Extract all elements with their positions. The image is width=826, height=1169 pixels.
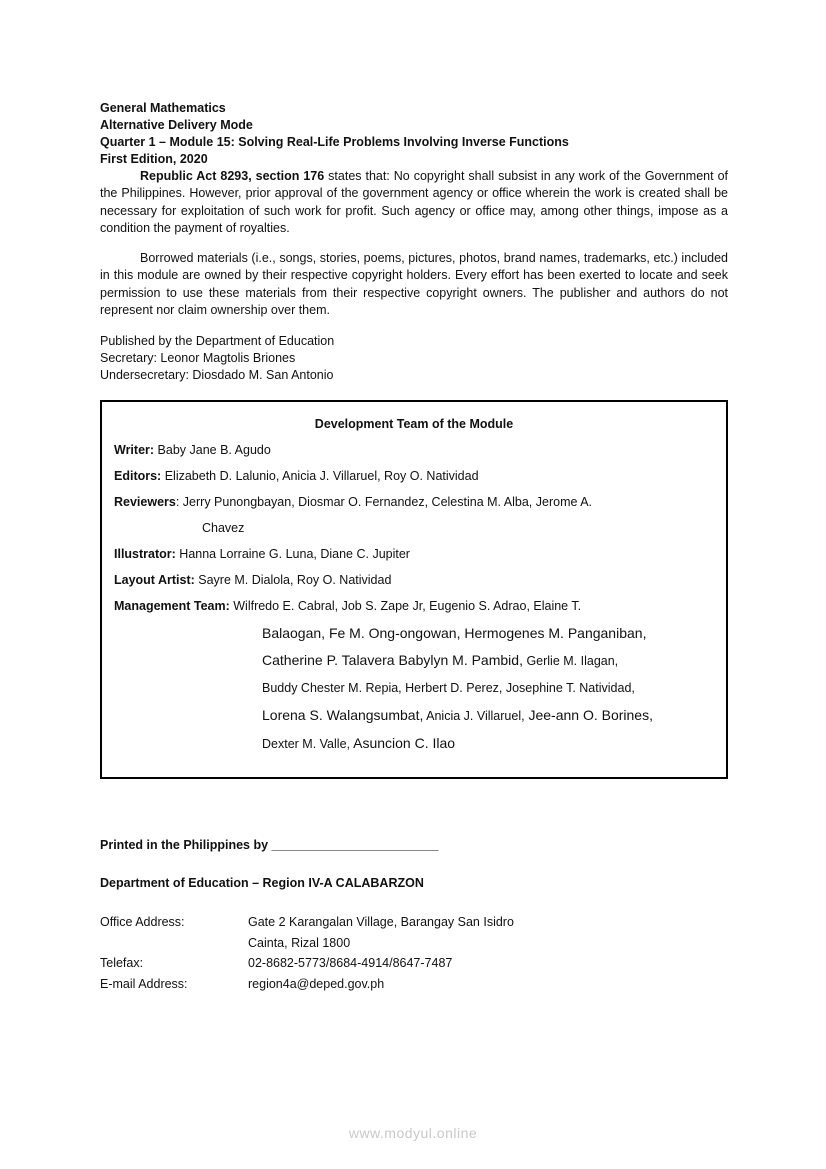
management-team-line4: Buddy Chester M. Repia, Herbert D. Perez, Josephine T. Natividad, xyxy=(262,681,635,696)
region-line: Department of Education – Region IV-A CALABARZON xyxy=(100,876,424,891)
management-team-line3b: Gerlie M. Ilagan, xyxy=(522,654,619,669)
secretary-line: Secretary: Leonor Magtolis Briones xyxy=(100,351,296,366)
development-team-box xyxy=(100,400,728,779)
doc-mode: Alternative Delivery Mode xyxy=(100,118,253,132)
management-team-line1: Wilfredo E. Cabral, Job S. Zape Jr, Eugenio S. Adrao, Elaine T. xyxy=(229,599,582,614)
management-team-line5c: Jee-ann O. Borines, xyxy=(524,707,653,724)
copyright-paragraph xyxy=(100,168,728,237)
email-value: region4a@deped.gov.ph xyxy=(248,976,385,991)
doc-edition: First Edition, 2020 xyxy=(100,152,208,166)
illustrator-label: Illustrator: xyxy=(114,547,176,562)
management-team-line3 xyxy=(114,652,714,670)
published-by-line: Published by the Department of Education xyxy=(100,334,335,349)
reviewers-row xyxy=(114,494,714,511)
printed-in-label: Printed in the Philippines by xyxy=(100,838,272,853)
borrowed-materials-paragraph: Borrowed materials (i.e., songs, stories, poems, pictures, photos, brand names, trademarks, etc.) included in this module are owned by their respective copyright holders. Every effort has been exerted to locate and seek permission to use these materials from their respective copyright owners. The publisher and authors do not represent nor claim ownership over them. xyxy=(100,251,728,318)
management-team-line5a: Lorena S. Walangsumbat, xyxy=(262,707,424,724)
watermark: www.modyul.online xyxy=(348,1125,478,1141)
telefax-value: 02-8682-5773/8684-4914/8647-7487 xyxy=(248,956,453,971)
management-team-line5 xyxy=(114,707,714,725)
development-team-title: Development Team of the Module xyxy=(314,417,514,432)
layout-artist-label: Layout Artist: xyxy=(114,573,195,588)
office-address-line1: Gate 2 Karangalan Village, Barangay San Isidro xyxy=(248,915,514,930)
reviewers-names: : Jerry Punongbayan, Diosmar O. Fernandez, Celestina M. Alba, Jerome A. xyxy=(175,495,593,510)
republic-act-reference: Republic Act 8293, section 176 xyxy=(140,169,325,183)
editors-names: Elizabeth D. Lalunio, Anicia J. Villaruel, Roy O. Natividad xyxy=(161,469,479,484)
editors-row xyxy=(114,468,714,485)
office-address-label: Office Address: xyxy=(100,915,185,930)
writer-names: Baby Jane B. Agudo xyxy=(154,443,271,458)
illustrator-names: Hanna Lorraine G. Luna, Diane C. Jupiter xyxy=(175,547,410,562)
printed-in-blank: ________________________ xyxy=(271,838,439,853)
title-block xyxy=(100,100,728,168)
editors-label: Editors: xyxy=(114,469,162,484)
address-table xyxy=(100,912,728,994)
page-content xyxy=(100,100,728,994)
layout-artist-row xyxy=(114,572,714,589)
management-team-line5b: Anicia J. Villaruel, xyxy=(423,709,525,724)
reviewers-continuation: Chavez xyxy=(202,521,245,536)
management-team-line6 xyxy=(114,735,714,753)
reviewers-label: Reviewers xyxy=(114,495,176,510)
doc-subject: General Mathematics xyxy=(100,101,226,115)
management-team-line3a: Catherine P. Talavera Babylyn M. Pambid, xyxy=(262,652,523,669)
illustrator-row xyxy=(114,546,714,563)
printed-in-line xyxy=(100,837,728,854)
layout-artist-names: Sayre M. Dialola, Roy O. Natividad xyxy=(194,573,392,588)
management-team-line2: Balaogan, Fe M. Ong-ongowan, Hermogenes M. Panganiban, xyxy=(262,625,647,642)
management-team-line6b: Asuncion C. Ilao xyxy=(350,735,456,752)
copyright-paragraph-text: states that: No copyright shall subsist in any work of the Government of the Philippines. However, prior approval of the government agency or office wherein the work is created shall be necessary for exploitation of such work for profit. Such agency or office may, among other things, impose as a condition the payment of royalties. xyxy=(100,169,728,235)
management-team-row xyxy=(114,598,714,615)
undersecretary-line: Undersecretary: Diosdado M. San Antonio xyxy=(100,368,334,383)
doc-module-title: Quarter 1 – Module 15: Solving Real-Life Problems Involving Inverse Functions xyxy=(100,135,569,149)
writer-row xyxy=(114,442,714,459)
management-team-line6a: Dexter M. Valle, xyxy=(262,737,350,752)
telefax-label: Telefax: xyxy=(100,956,144,971)
management-team-label: Management Team: xyxy=(114,599,230,614)
publisher-block xyxy=(100,333,728,384)
office-address-line2: Cainta, Rizal 1800 xyxy=(248,935,351,950)
email-label: E-mail Address: xyxy=(100,976,188,991)
office-address-value xyxy=(248,912,728,953)
writer-label: Writer: xyxy=(114,443,155,458)
